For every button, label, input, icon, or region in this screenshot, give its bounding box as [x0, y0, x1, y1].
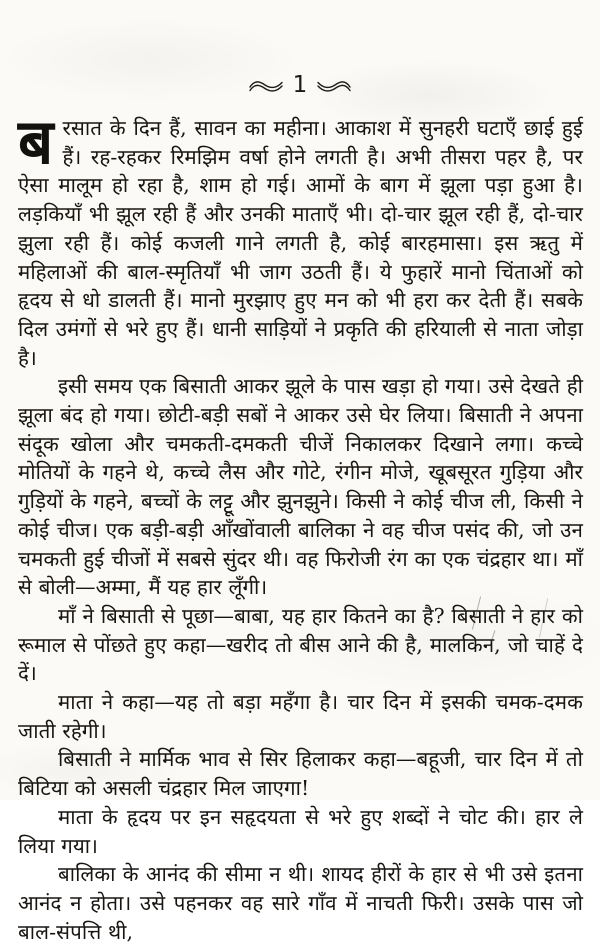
paragraph: बिसाती ने मार्मिक भाव से सिर हिलाकर कहा—बहूजी, चार दिन में तो बिटिया को असली चंद्रहार मिल जाएगा! [18, 747, 583, 801]
drop-cap: ब [18, 105, 54, 178]
paragraph: बरसात के दिन हैं, सावन का महीना। आकाश में सुनहरी घटाएँ छाई हुई हैं। रह-रहकर रिमझिम वर्षा होने लगती है। अभी तीसरा पहर है, पर ऐसा मालूम हो रहा है, शाम हो गई। आमों के बाग में झूला पड़ा हुआ है। लड़कियाँ भी झूल रही हैं और उनकी माताएँ भी। दो-चार झूल रही हैं, दो-चार झुला रही हैं। कोई कजली गाने लगती है, कोई बारहमासा। इस ऋतु में महिलाओं की बाल-स्मृतियाँ भी जाग उठती हैं। ये फुहारें मानो चिंताओं को हृदय से धो डालती हैं। मानो मुरझाए हुए मन को भी हरा कर देती हैं। सबके दिल उमंगों से भरे हुए हैं। धानी साड़ियों ने प्रकृति की हरियाली से नाता जोड़ा है। [18, 105, 583, 370]
paragraph: इसी समय एक बिसाती आकर झूले के पास खड़ा हो गया। उसे देखते ही झूला बंद हो गया। छोटी-बड़ी सबों ने आकर उसे घेर लिया। बिसाती ने अपना संदूक खोला और चमकती-दमकती चीजें निकालकर दिखाने लगा। कच्चे मोतियों के गहने थे, कच्चे लैस और गोटे, रंगीन मोजे, खूबसूरत गुड़िया और गुड़ियों के गहने, बच्चों के लट्टू और झुनझुने। किसी ने कोई चीज ली, किसी ने कोई चीज। एक बड़ी-बड़ी आँखोंवाली बालिका ने वह चीज पसंद की, जो उन चमकती हुई चीजों में सबसे सुंदर थी। वह फिरोजी रंग का एक चंद्रहार था। माँ से बोली—अम्मा, मैं यह हार लूँगी। [18, 374, 583, 600]
chapter-ornament-right-icon [316, 78, 352, 93]
story-text [18, 105, 583, 946]
paragraph: माता के हृदय पर इन सहृदयता से भरे हुए शब्दों ने चोट की। हार ले लिया गया। [18, 804, 583, 858]
chapter-heading [0, 0, 600, 100]
chapter-ornament-left-icon [248, 78, 284, 93]
chapter-number: 1 [292, 71, 308, 98]
paragraph: बालिका के आनंद की सीमा न थी। शायद हीरों के हार से भी उसे इतना आनंद न होता। उसे पहनकर वह सारे गाँव में नाचती फिरी। उसके पास जो बाल-संपत्ति थी, [18, 862, 583, 944]
paragraph: माता ने कहा—यह तो बड़ा महँगा है। चार दिन में इसकी चमक-दमक जाती रहेगी। [18, 690, 583, 743]
paragraph: माँ ने बिसाती से पूछा—बाबा, यह हार कितने का है? बिसाती ने हार को रूमाल से पोंछते हुए कहा—खरीद तो बीस आने की है, मालकिन, जो चाहें दे दें। [18, 603, 583, 686]
